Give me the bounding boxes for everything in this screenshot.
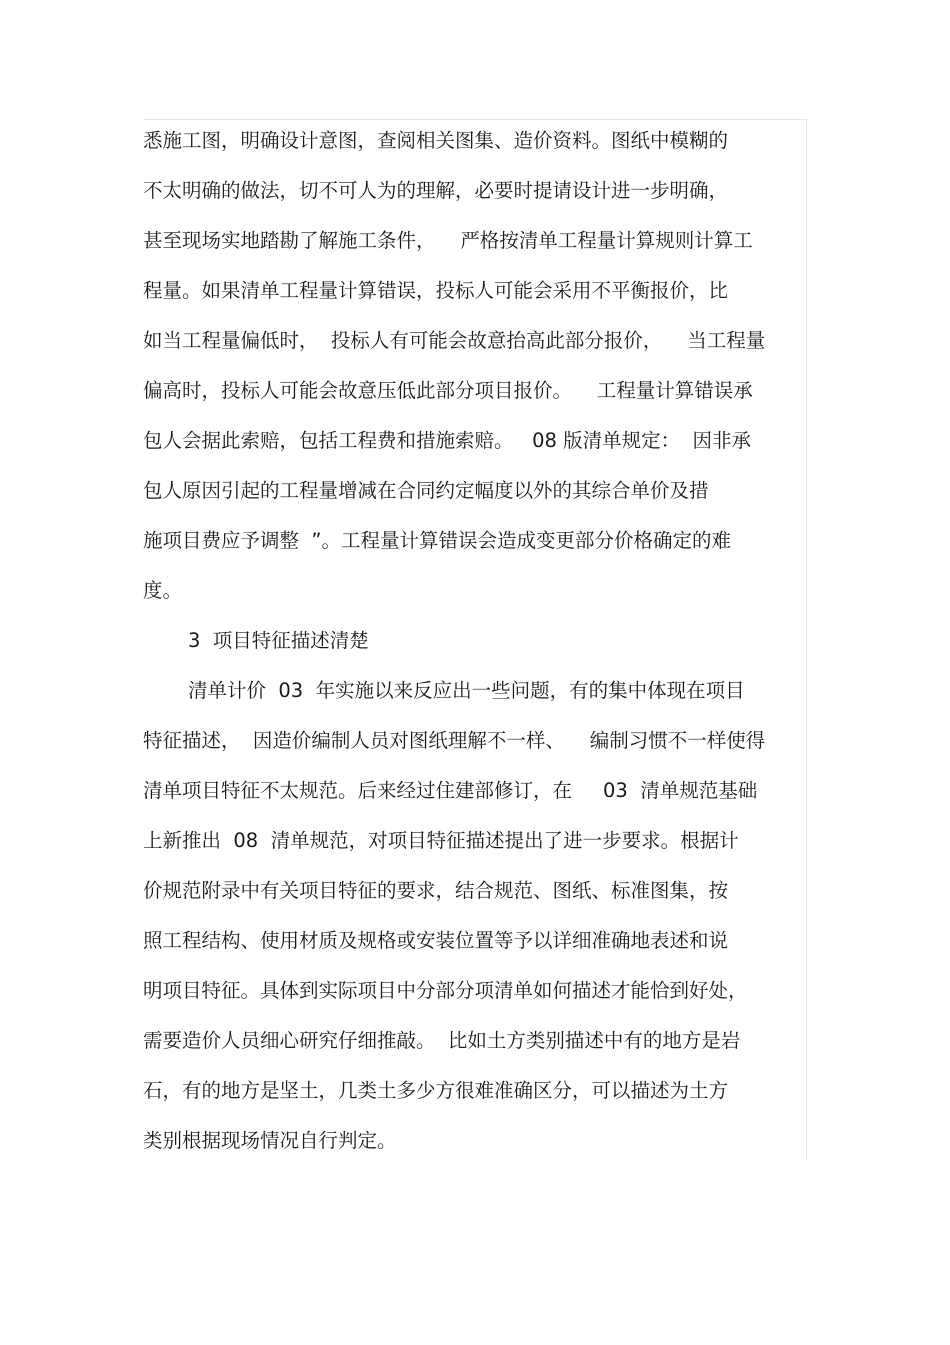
section-heading: 3 项目特征描述清楚 (188, 629, 369, 652)
text-line: 悉施工图，明确设计意图，查阅相关图集、造价资料。图纸中模糊的 (143, 129, 729, 152)
text-line: 照工程结构、使用材质及规格或安装位置等予以详细准确地表述和说 (143, 929, 729, 952)
text-line: 度。 (143, 579, 183, 602)
text-line: 类别根据现场情况自行判定。 (143, 1129, 397, 1152)
text-line: 包人会据此索赔，包括工程费和措施索赔。 08 版清单规定： 因非承 (143, 429, 752, 452)
text-line: 石，有的地方是坚土，几类土多少方很难准确区分，可以描述为土方 (143, 1079, 729, 1102)
text-line: 不太明确的做法，切不可人为的理解，必要时提请设计进一步明确， (143, 179, 729, 202)
text-line: 施项目费应予调整 ”。工程量计算错误会造成变更部分价格确定的难 (143, 529, 731, 552)
text-line: 明项目特征。具体到实际项目中分部分项清单如何描述才能恰到好处， (143, 979, 748, 1002)
text-line: 甚至现场实地踏勘了解施工条件， 严格按清单工程量计算规则计算工 (143, 229, 753, 252)
text-line: 特征描述， 因造价编制人员对图纸理解不一样、 编制习惯不一样使得 (143, 729, 766, 752)
text-line: 清单项目特征不太规范。后来经过住建部修订，在 03 清单规范基础 (143, 779, 758, 802)
document-body (143, 116, 823, 1166)
text-line: 价规范附录中有关项目特征的要求，结合规范、图纸、标准图集，按 (143, 879, 729, 902)
text-line: 需要造价人员细心研究仔细推敲。 比如土方类别描述中有的地方是岩 (143, 1029, 741, 1052)
text-line: 包人原因引起的工程量增减在合同约定幅度以外的其综合单价及措 (143, 479, 709, 502)
text-line: 如当工程量偏低时， 投标人有可能会故意抬高此部分报价， 当工程量 (143, 329, 766, 352)
text-line: 上新推出 08 清单规范，对项目特征描述提出了进一步要求。根据计 (143, 829, 739, 852)
text-line: 程量。如果清单工程量计算错误，投标人可能会采用不平衡报价，比 (143, 279, 729, 302)
text-line: 清单计价 03 年实施以来反应出一些问题，有的集中体现在项目 (188, 679, 745, 702)
text-line: 偏高时，投标人可能会故意压低此部分项目报价。 工程量计算错误承 (143, 379, 753, 402)
